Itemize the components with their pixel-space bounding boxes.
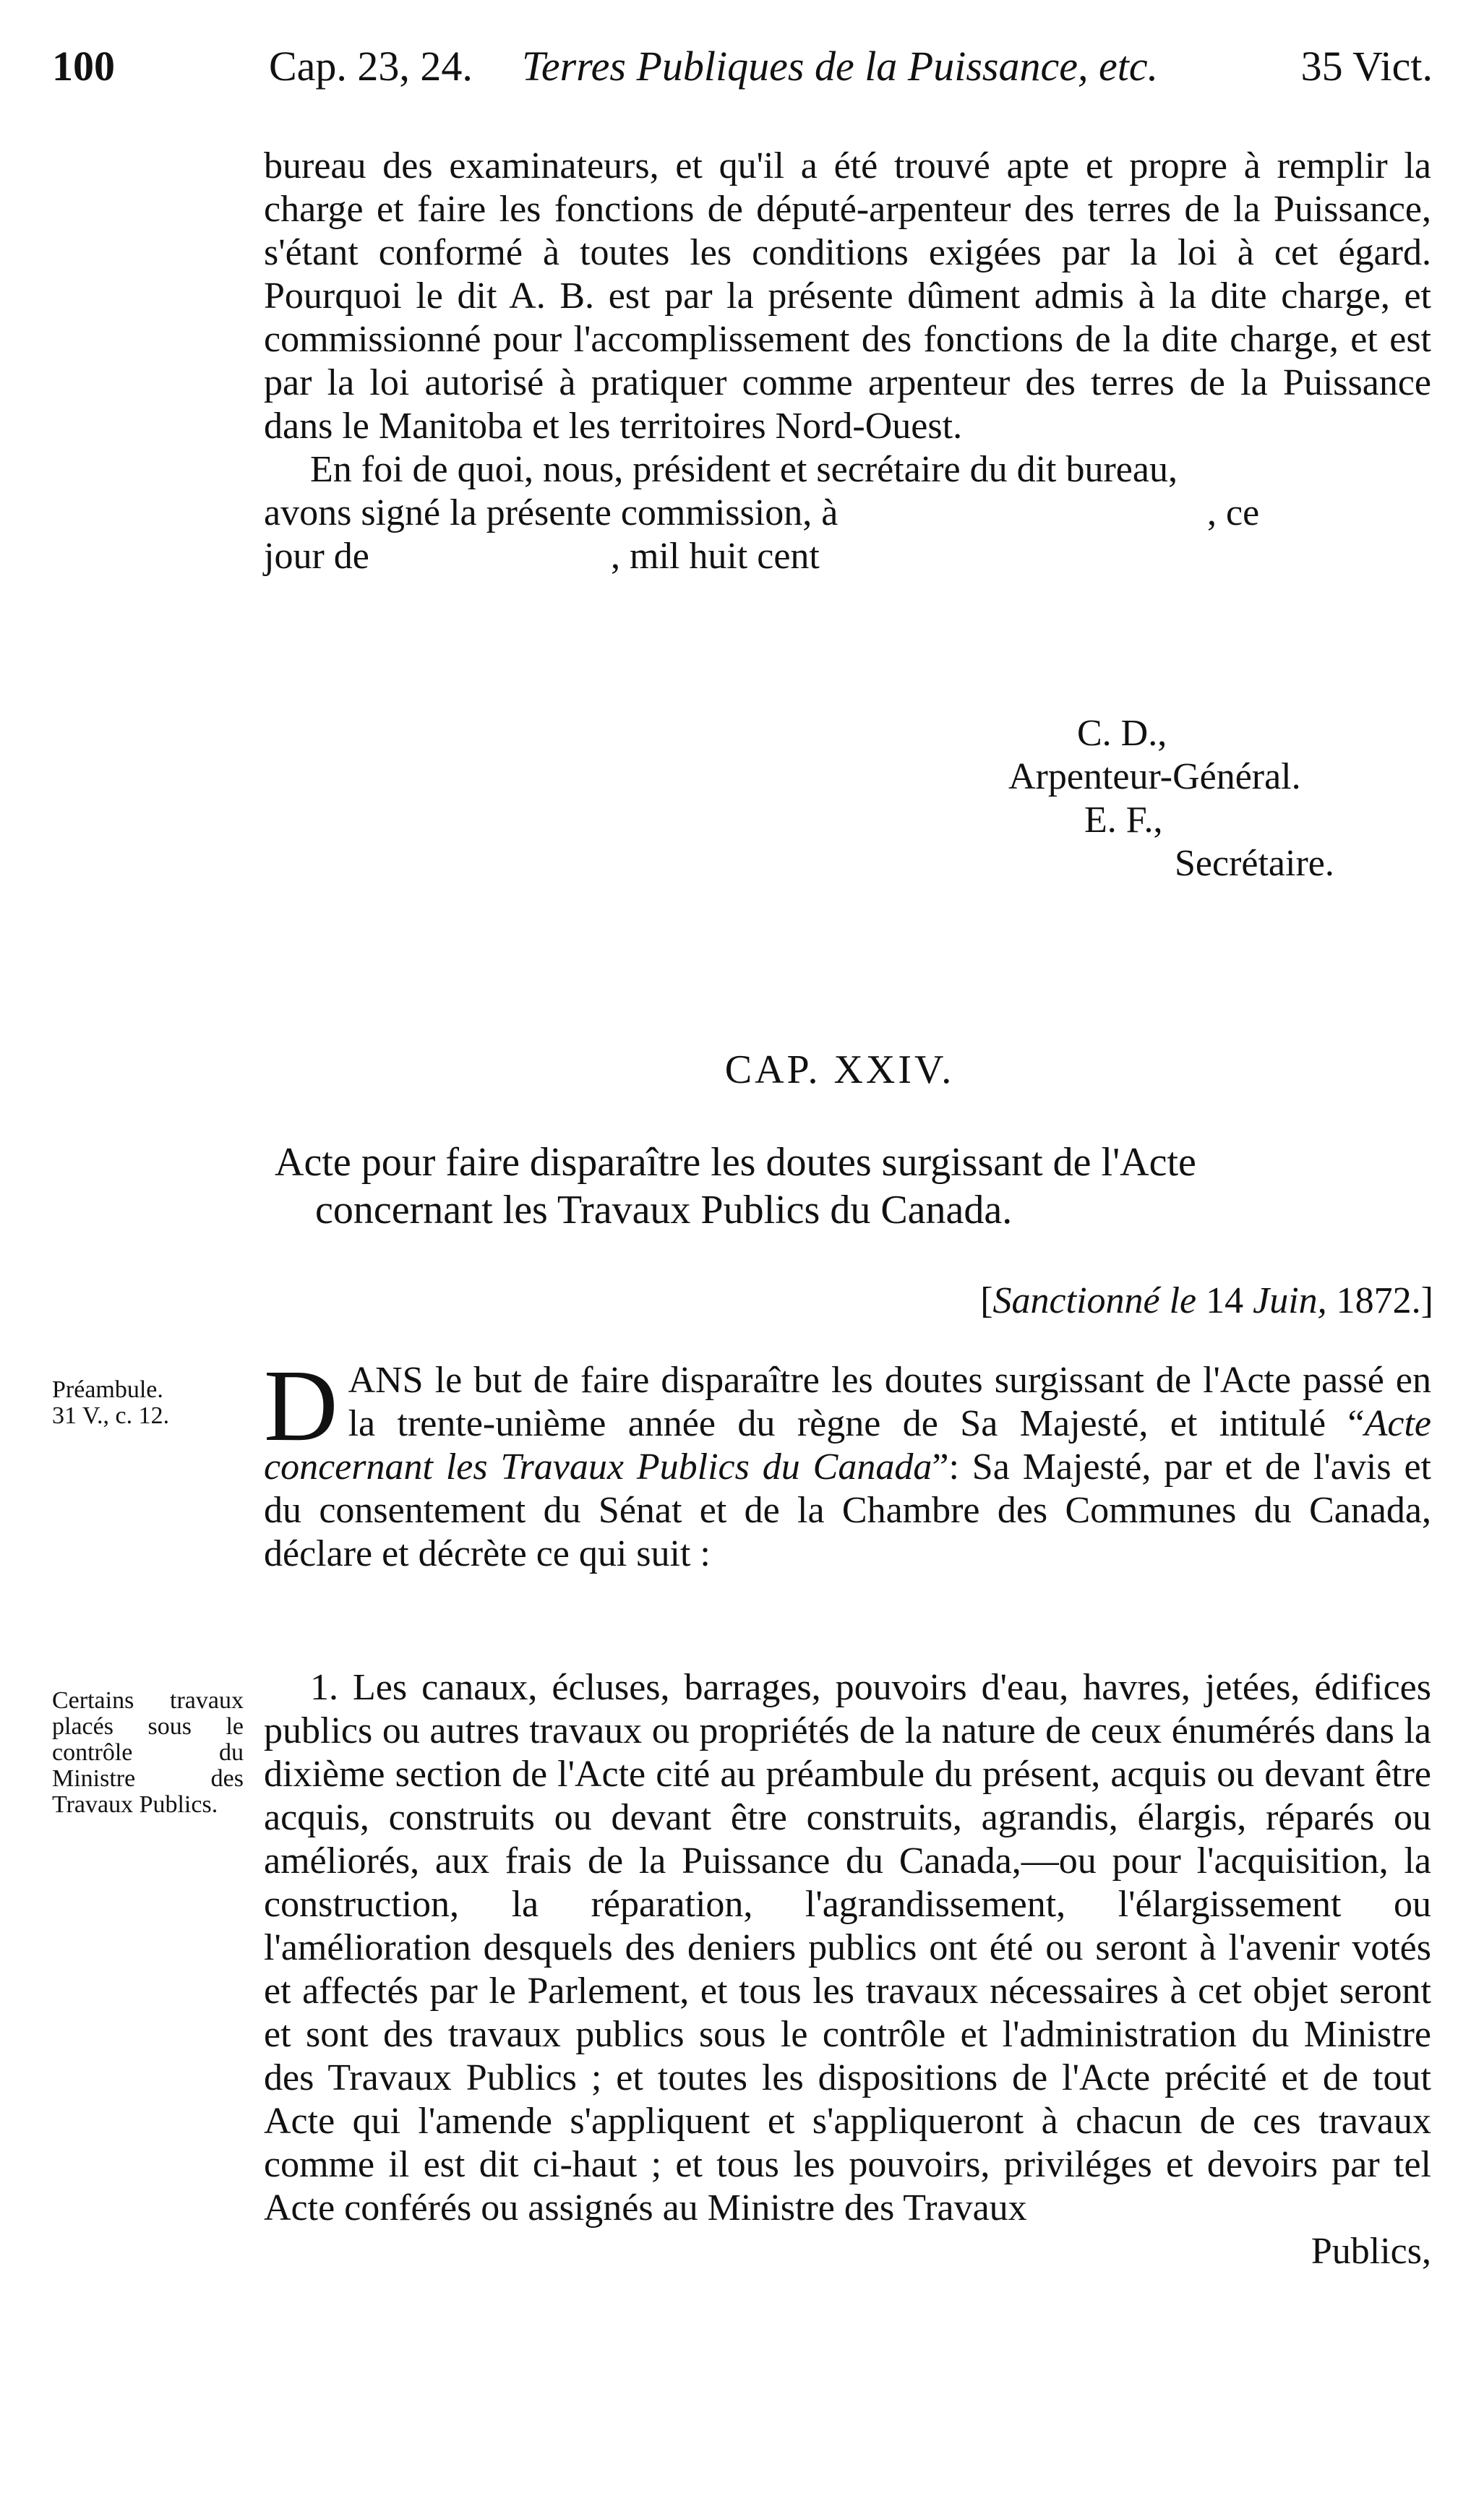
signature-name-1: C. D., (1077, 713, 1167, 754)
preamble-start: ANS le but de faire disparaître les doutes surgissant de l'Acte passé en la trente-unième année du règne de Sa Majesté, et intitulé “ (348, 1360, 1431, 1444)
attestation-day-text: jour de (264, 536, 369, 577)
attestation-year-text: , mil huit cent (611, 536, 820, 577)
section-1-paragraph (264, 1666, 1431, 2230)
sanction-year: 1872. (1336, 1280, 1421, 1321)
signature-name-2: E. F., (1084, 799, 1163, 841)
attestation-line-1: En foi de quoi, nous, président et secrétaire du dit bureau, (310, 449, 1178, 490)
section-1-number: 1. (310, 1667, 338, 1708)
signature-role-2: Secrétaire. (1175, 843, 1334, 884)
attestation-place-text: avons signé la présente commission, à (264, 492, 838, 533)
margin-preamble-label: Préambule. (52, 1376, 163, 1403)
sanction-prefix: Sanctionné le (992, 1280, 1197, 1321)
cap23-continuation (264, 145, 1431, 578)
attestation-place-suffix: , ce (1207, 492, 1260, 533)
reign-reference: 35 Vict. (1300, 43, 1433, 90)
preamble-paragraph (264, 1348, 1431, 1576)
act-title-line-1: Acte pour faire disparaître les doutes surgissant de l'Acte (275, 1140, 1196, 1185)
cap23-paragraph: bureau des examinateurs, et qu'il a été trouvé apte et propre à remplir la charge et faire les fonctions de député-arpenteur des terres de la Puissance, s'étant conformé à toutes les conditions exigées par la loi à cet égard. Pourquoi le dit A. B. est par la présente dûment admis à la dite charge, et commissionné pour l'accomplissement des fonctions de la dite charge, et est par la loi autorisé à pratiquer comme arpenteur des terres de la Puissance dans le Manitoba et les territoires Nord-Ouest. (264, 145, 1431, 447)
sanction-day: 14 (1206, 1280, 1244, 1321)
section-1-text: Les canaux, écluses, barrages, pouvoirs d'eau, havres, jetées, édifices publics ou autres travaux ou propriétés de la nature de ceux énumérés dans la dixième section de l'Acte cité au préambule du présent, acquis ou devant être acquis, construits ou devant être construits, agrandis, élargis, réparés ou améliorés, aux frais de la Puissance du Canada,—ou pour l'acquisition, la construction, la réparation, l'agrandissement, l'élargissement ou l'amélioration desquels des deniers publics ont été ou seront à l'avenir votés et affectés par le Parlement, et tous les travaux nécessaires à cet objet seront et sont des travaux publics sous le contrôle et l'administration du Ministre des Travaux Publics ; et toutes les dispositions de l'Acte précité et de tout Acte qui l'amende s'appliquent et s'appliqueront à chacun de ces travaux comme il est dit ci-haut ; et tous les pouvoirs, priviléges et devoirs par tel Acte conférés ou assignés au Ministre des Travaux (264, 1667, 1432, 2229)
page-number: 100 (52, 43, 115, 90)
chapter-heading: CAP. XXIV. (724, 1047, 955, 1092)
sanction-date: [Sanctionné le 14 Juin, 1872.] (980, 1280, 1433, 1321)
act-title-line-2: concernant les Travaux Publics du Canada. (315, 1188, 1013, 1232)
act-title (275, 1138, 1431, 1234)
section-1-last-word: Publics, (1311, 2231, 1431, 2272)
preamble-end: ”: Sa Majesté, par et de l'avis et du consentement du Sénat et de la Chambre des Communes du Canada, déclare et décrète ce qui suit : (264, 1446, 1431, 1574)
preamble-act-name: Acte concernant les Travaux Publics du Canada (264, 1403, 1431, 1488)
section-1 (264, 1666, 1431, 2273)
chapter-reference: Cap. 23, 24. (269, 43, 473, 90)
preamble (264, 1348, 1431, 1576)
running-title: Terres Publiques de la Puissance, etc. (522, 43, 1159, 90)
margin-preamble-reference: 31 V., c. 12. (52, 1402, 170, 1429)
attestation-line-3 (264, 535, 1431, 578)
margin-note-preamble (52, 1377, 247, 1429)
sanction-month: Juin, (1253, 1280, 1327, 1321)
drop-cap-letter: D (264, 1348, 338, 1462)
attestation-line-2 (264, 492, 1431, 535)
running-header (52, 42, 1433, 107)
signature-role-1: Arpenteur-Général. (1008, 756, 1301, 797)
margin-note-section-1: Certains travaux placés sous le contrôle du Ministre des Travaux Publics. (52, 1687, 244, 1818)
